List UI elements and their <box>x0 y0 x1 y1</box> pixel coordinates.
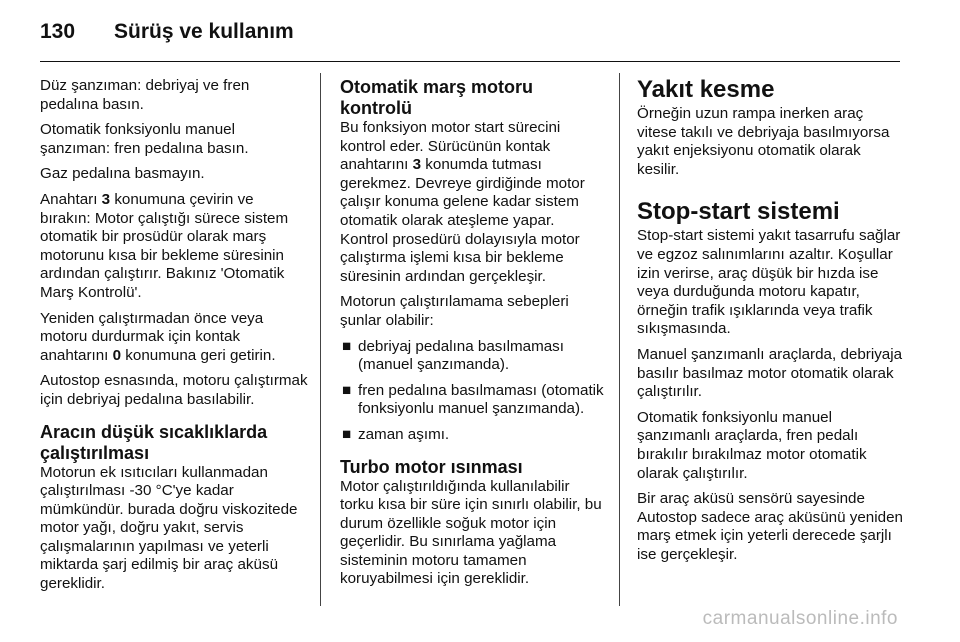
paragraph: Düz şanzıman: debriyaj ve fren pedalına basın. <box>40 77 250 113</box>
paragraph: Motorun ek ısıtıcıları kullanmadan çalıştırılması -30 °C'ye kadar mümkündür. burada doğru viskozitede motor yağı, doğru yakıt, servis çalışmalarının yapılması ve yeterli miktarda şarj edilmiş bir araç aküsü gereklidir. <box>40 463 298 593</box>
list-item <box>340 338 606 375</box>
paragraph: Autostop esnasında, motoru çalıştırmak için debriyaj pedalına basılabilir. <box>40 372 308 408</box>
bullet-icon: ■ <box>342 337 352 355</box>
page-header <box>40 20 294 50</box>
paragraph: Motorun çalıştırılamama sebepleri şunlar olabilir: <box>340 293 569 329</box>
section-heading-turbo: Turbo motor ısınması <box>340 456 523 477</box>
key-position: 3 <box>101 190 111 208</box>
reasons-list <box>340 338 606 445</box>
list-item-text: zaman aşımı. <box>358 425 450 443</box>
page-title: Sürüş ve kullanım <box>114 20 294 43</box>
paragraph <box>340 119 606 286</box>
bullet-icon: ■ <box>342 381 352 399</box>
column-divider-2 <box>619 73 620 606</box>
section-heading-auto-starter: Otomatik marş motoru kontrolü <box>340 77 534 118</box>
column-3 <box>637 77 905 571</box>
paragraph: Bir araç aküsü sensörü sayesinde Autostop sadece araç aküsünü yeniden marş etmek için yeterli derecede şarjlı ise gerçekleşir. <box>637 490 903 563</box>
section-heading-fuel-cutoff: Yakıt kesme <box>637 76 775 103</box>
list-item <box>340 382 606 419</box>
header-rule <box>40 61 900 62</box>
text: Yeniden çalıştırmadan önce veya motoru durdurmak için kontak anahtarını <box>40 309 264 364</box>
text: konumda tutması gerekmez. Devreye girdiğinde motor çalışır konuma gelene kadar sistem otomatik olarak ateşleme yapar. Kontrol prosedürü dolayısıyla motor çalıştırma işlemi kısa bir bekleme süresinin ardından gerçekleşir. <box>340 156 585 285</box>
paragraph: Stop-start sistemi yakıt tasarrufu sağlar ve egzoz salınımlarını azaltır. Koşullar izin verirse, araç düşük bir hızda ise veya durduğunda motoru kapatır, örneğin trafik ışıklarında veya trafik sıkışmasında. <box>637 227 901 338</box>
bullet-icon: ■ <box>342 425 352 443</box>
text: Anahtarı <box>40 190 102 208</box>
column-divider-1 <box>320 73 321 606</box>
paragraph <box>40 310 308 366</box>
watermark: carmanualsonline.info <box>702 608 898 629</box>
key-position: 3 <box>412 156 422 174</box>
text: Bu fonksiyon motor start sürecini kontrol eder. Sürücünün kontak anahtarını <box>340 119 561 174</box>
paragraph: Gaz pedalına basmayın. <box>40 165 205 183</box>
paragraph: Motor çalıştırıldığında kullanılabilir torku kısa bir süre için sınırlı olabilir, bu durum özellikle soğuk motor için geçerlidir. Bu sınırlama yağlama sisteminin motoru tamamen koruyabilmesi için gereklidir. <box>340 477 602 588</box>
text: konumuna geri getirin. <box>121 346 276 364</box>
paragraph: Otomatik fonksiyonlu manuel şanzımanlı araçlarda, fren pedalı bırakılır bırakılmaz motor otomatik olarak çalıştırılır. <box>637 408 867 482</box>
column-1 <box>40 77 308 601</box>
column-2 <box>340 77 606 596</box>
page-number: 130 <box>40 20 76 43</box>
key-position: 0 <box>112 346 122 364</box>
section-heading-stop-start: Stop-start sistemi <box>637 198 840 226</box>
list-item-text: fren pedalına basılmaması (otomatik fonksiyonlu manuel şanzımanda). <box>358 381 604 418</box>
paragraph <box>40 191 308 303</box>
section-heading-cold-start: Aracın düşük sıcaklıklarda çalıştırılması <box>40 421 268 463</box>
paragraph: Otomatik fonksiyonlu manuel şanzıman: fren pedalına basın. <box>40 121 249 157</box>
list-item <box>340 426 606 445</box>
text: konumuna çevirin ve bırakın: Motor çalıştığı sürece sistem otomatik bir prosüdür olarak marş motorunu kısa bir bekleme süresinin ardından çalıştırır. Bakınız 'Otomatik Marş Kontrolü'. <box>40 190 289 301</box>
paragraph: Manuel şanzımanlı araçlarda, debriyaja basılır basılmaz motor otomatik olarak çalıştırılır. <box>637 345 903 401</box>
list-item-text: debriyaj pedalına basılmaması (manuel şanzımanda). <box>358 337 564 374</box>
paragraph: Örneğin uzun rampa inerken araç vitese takılı ve debriyaja basılmıyorsa yakıt enjeksiyonu otomatik olarak kesilir. <box>637 105 890 178</box>
